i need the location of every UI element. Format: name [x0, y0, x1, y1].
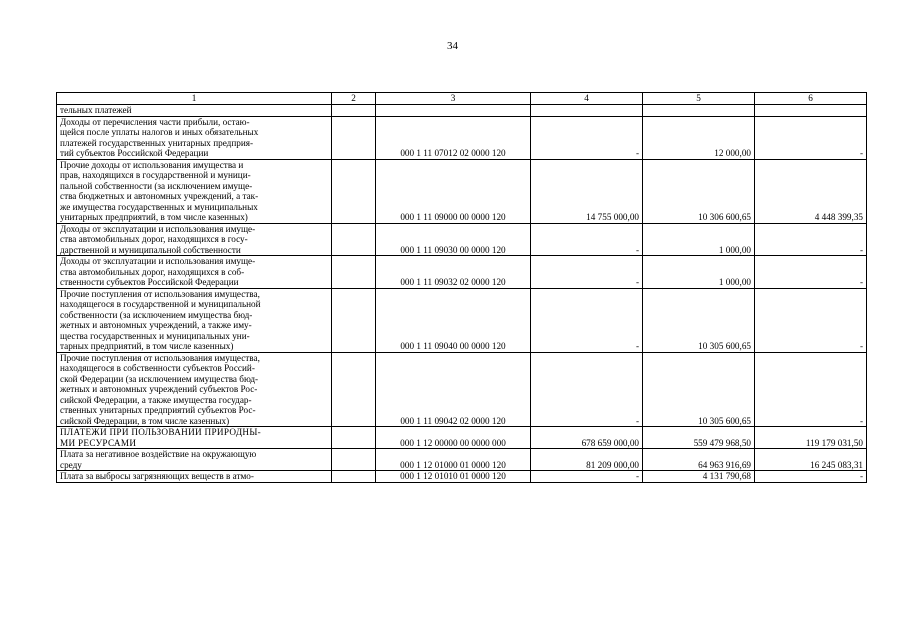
row-name-line: же имущества государственных и муниципальных [60, 201, 258, 212]
row-name-line: Доходы от эксплуатации и использования имуще- [60, 223, 256, 234]
row-name-line: ства автомобильных дорог, находящихся в соб- [60, 266, 245, 277]
row-name-line: ской Федерации (за исключением имущества бюд- [60, 373, 259, 384]
row-name-line: Доходы от эксплуатации и использования имуще- [60, 256, 256, 266]
executed-amount-cell: 10 305 600,65 [643, 288, 755, 352]
executed-amount-cell: 1 000,00 [643, 256, 755, 289]
budget-code-cell: 000 1 12 00000 00 0000 000 [376, 427, 531, 449]
row-name-line: прав, находящихся в государственной и муници- [60, 170, 251, 180]
row-name-cell [57, 471, 332, 483]
row-name-cell [57, 427, 332, 449]
row-name-line: унитарных предприятий, в том числе казенных) [60, 212, 248, 222]
column-2-cell [332, 159, 376, 223]
row-name-cell [57, 159, 332, 223]
column-2-cell [332, 427, 376, 449]
column-header-3: 3 [376, 93, 531, 105]
row-name-line: дарственной и муниципальной собственности [60, 244, 241, 255]
executed-amount-cell [643, 105, 755, 117]
budget-code-cell: 000 1 11 09030 00 0000 120 [376, 223, 531, 256]
row-name-line: тарных предприятий, в том числе казенных) [60, 341, 234, 351]
row-name-line: Прочие доходы от использования имущества и [60, 159, 244, 170]
table-row [57, 159, 867, 223]
budget-code-cell: 000 1 11 09042 02 0000 120 [376, 352, 531, 427]
table-row [57, 352, 867, 427]
budget-code-cell: 000 1 11 09000 00 0000 120 [376, 159, 531, 223]
remaining-amount-cell: - [755, 223, 867, 256]
executed-amount-cell: 12 000,00 [643, 116, 755, 159]
table-row [57, 427, 867, 449]
budget-code-cell: 000 1 12 01000 01 0000 120 [376, 449, 531, 471]
table-row [57, 288, 867, 352]
row-name-line: ства автомобильных дорог, находящихся в госу- [60, 234, 248, 244]
row-name-line: Плата за выбросы загрязняющих веществ в атмо- [60, 471, 254, 481]
row-name-line: жетных и автономных учреждений, а также иму- [60, 320, 252, 330]
row-name-line: ства бюджетных и автономных учреждений, а так- [60, 191, 259, 201]
executed-amount-cell: 64 963 916,69 [643, 449, 755, 471]
row-name-cell [57, 352, 332, 427]
plan-amount-cell [531, 105, 643, 117]
column-2-cell [332, 223, 376, 256]
row-name-cell [57, 223, 332, 256]
column-header-6: 6 [755, 93, 867, 105]
budget-code-cell: 000 1 11 09040 00 0000 120 [376, 288, 531, 352]
plan-amount-cell: - [531, 223, 643, 256]
remaining-amount-cell: - [755, 256, 867, 289]
plan-amount-cell: - [531, 256, 643, 289]
column-2-cell [332, 116, 376, 159]
remaining-amount-cell: - [755, 352, 867, 427]
row-name-cell [57, 449, 332, 471]
row-name-line: Доходы от перечисления части прибыли, остаю- [60, 116, 250, 127]
budget-revenue-table [56, 92, 867, 483]
plan-amount-cell: - [531, 352, 643, 427]
table-header-row [57, 93, 867, 105]
remaining-amount-cell: 16 245 083,31 [755, 449, 867, 471]
row-name-line: Прочие поступления от использования имущества, [60, 288, 260, 299]
executed-amount-cell: 559 479 968,50 [643, 427, 755, 449]
table-row [57, 116, 867, 159]
budget-code-cell: 000 1 11 09032 02 0000 120 [376, 256, 531, 289]
executed-amount-cell: 10 305 600,65 [643, 352, 755, 427]
row-name-line: сийской Федерации, в том числе казенных) [60, 415, 230, 426]
row-name-line: жетных и автономных учреждений субъектов Рос- [60, 384, 258, 394]
plan-amount-cell: 14 755 000,00 [531, 159, 643, 223]
column-2-cell [332, 105, 376, 117]
remaining-amount-cell: - [755, 471, 867, 483]
row-name-cell [57, 288, 332, 352]
plan-amount-cell: - [531, 116, 643, 159]
row-name-cell [57, 256, 332, 289]
row-name-line: Плата за негативное воздействие на окружающую [60, 449, 257, 459]
column-header-1: 1 [57, 93, 332, 105]
remaining-amount-cell: 4 448 399,35 [755, 159, 867, 223]
row-name-line: сийской Федерации, а также имущества государ- [60, 394, 252, 405]
row-name-cell [57, 116, 332, 159]
table-row [57, 449, 867, 471]
column-2-cell [332, 352, 376, 427]
row-name-line: тий субъектов Российской Федерации [60, 148, 209, 158]
row-name-line: собственности (за исключением имущества бюд- [60, 309, 253, 320]
table-row [57, 105, 867, 117]
budget-code-cell: 000 1 12 01010 01 0000 120 [376, 471, 531, 483]
row-name-line: ПЛАТЕЖИ ПРИ ПОЛЬЗОВАНИИ ПРИРОДНЫ- [60, 427, 261, 437]
plan-amount-cell: - [531, 471, 643, 483]
remaining-amount-cell: 119 179 031,50 [755, 427, 867, 449]
column-header-2: 2 [332, 93, 376, 105]
executed-amount-cell: 4 131 790,68 [643, 471, 755, 483]
plan-amount-cell: - [531, 288, 643, 352]
plan-amount-cell: 678 659 000,00 [531, 427, 643, 449]
budget-code-cell: 000 1 11 07012 02 0000 120 [376, 116, 531, 159]
plan-amount-cell: 81 209 000,00 [531, 449, 643, 471]
remaining-amount-cell: - [755, 288, 867, 352]
page-number: 34 [447, 40, 458, 52]
row-name-line: щейся после уплаты налогов и иных обязательных [60, 127, 259, 137]
executed-amount-cell: 10 306 600,65 [643, 159, 755, 223]
column-2-cell [332, 288, 376, 352]
row-name-line: МИ РЕСУРСАМИ [60, 437, 137, 448]
row-name-line: пальной собственности (за исключением имуще- [60, 180, 253, 191]
row-name-line: ственности субъектов Российской Федерации [60, 277, 239, 287]
column-2-cell [332, 256, 376, 289]
row-name-line: находящегося в государственной и муниципальной [60, 299, 261, 309]
table-row [57, 471, 867, 483]
table-row [57, 223, 867, 256]
column-2-cell [332, 471, 376, 483]
row-name-line: Прочие поступления от использования имущества, [60, 352, 260, 363]
column-2-cell [332, 449, 376, 471]
remaining-amount-cell [755, 105, 867, 117]
table-row [57, 256, 867, 289]
row-name-line: находящегося в собственности субъектов Россий- [60, 363, 255, 373]
budget-code-cell [376, 105, 531, 117]
row-name-line: среду [60, 459, 82, 470]
row-name-line: ственных унитарных предприятий субъектов Рос- [60, 405, 256, 415]
row-name-line: щества государственных и муниципальных уни- [60, 330, 250, 341]
row-name-cell [57, 105, 332, 117]
executed-amount-cell: 1 000,00 [643, 223, 755, 256]
remaining-amount-cell: - [755, 116, 867, 159]
column-header-5: 5 [643, 93, 755, 105]
row-name-line: платежей государственных унитарных предприя- [60, 137, 254, 148]
column-header-4: 4 [531, 93, 643, 105]
row-name-line: тельных платежей [60, 105, 132, 115]
